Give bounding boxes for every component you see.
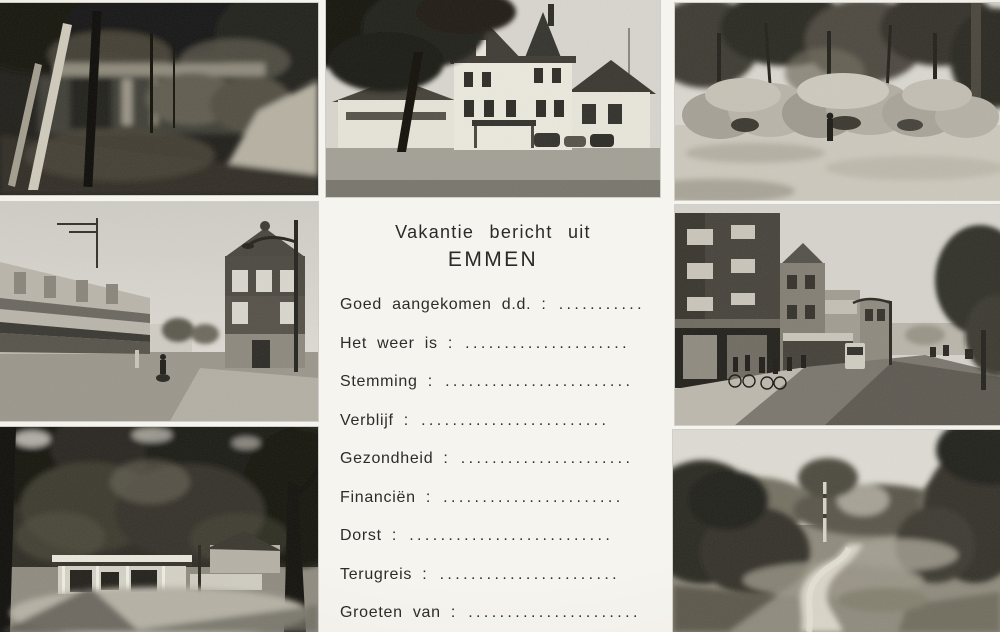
form-line xyxy=(326,363,660,402)
forest-pond-illustration xyxy=(0,3,318,195)
hunebed-dolmen-photo xyxy=(675,3,1000,200)
form-line-label: Stemming : xyxy=(340,373,433,390)
hotel-villa-illustration xyxy=(326,0,660,197)
form-line-dots: ........... xyxy=(558,296,645,313)
form-line-label: Gezondheid : xyxy=(340,450,449,467)
street-corner-illustration xyxy=(0,202,318,421)
form-line xyxy=(326,325,660,364)
form-line-label: Terugreis : xyxy=(340,565,428,583)
postcard-title: Vakantie bericht uit xyxy=(395,222,591,242)
form-line xyxy=(326,594,660,632)
form-line-dots: ...................... xyxy=(460,450,634,467)
postcard-town: EMMEN xyxy=(447,248,539,271)
heath-path-illustration xyxy=(673,430,1000,632)
form-line-label: Verblijf : xyxy=(340,411,409,429)
hotel-villa-photo xyxy=(326,0,660,197)
form-line xyxy=(326,286,660,325)
form-line-dots: .......................... xyxy=(409,527,614,544)
form-line-dots: ........................ xyxy=(421,411,610,429)
form-line-label: Het weer is : xyxy=(340,334,454,352)
form-line xyxy=(326,440,660,479)
form-line-label: Goed aangekomen d.d. : xyxy=(340,296,547,313)
form-line-dots: ...................... xyxy=(468,604,641,621)
form-line-dots: ..................... xyxy=(465,334,630,352)
park-pavilion-illustration xyxy=(0,427,318,632)
form-line-dots: ....................... xyxy=(443,488,624,506)
hunebed-dolmen-illustration xyxy=(675,3,1000,200)
park-pavilion-photo xyxy=(0,427,318,632)
form-line xyxy=(326,517,660,556)
shopping-street-illustration xyxy=(675,205,1000,425)
forest-pond-photo xyxy=(0,3,318,195)
form-line-label: Groeten van : xyxy=(340,604,457,621)
form-line-dots: ....................... xyxy=(439,565,621,583)
street-corner-photo xyxy=(0,202,318,421)
form-lines xyxy=(326,286,660,632)
form-line-label: Financiën : xyxy=(340,488,431,506)
shopping-street-photo xyxy=(675,205,1000,425)
message-panel xyxy=(326,197,660,632)
heath-path-photo xyxy=(673,430,1000,632)
form-line xyxy=(326,402,660,441)
form-line xyxy=(326,479,660,518)
form-line-label: Dorst : xyxy=(340,527,398,544)
form-line-dots: ........................ xyxy=(445,373,634,390)
form-line xyxy=(326,556,660,595)
